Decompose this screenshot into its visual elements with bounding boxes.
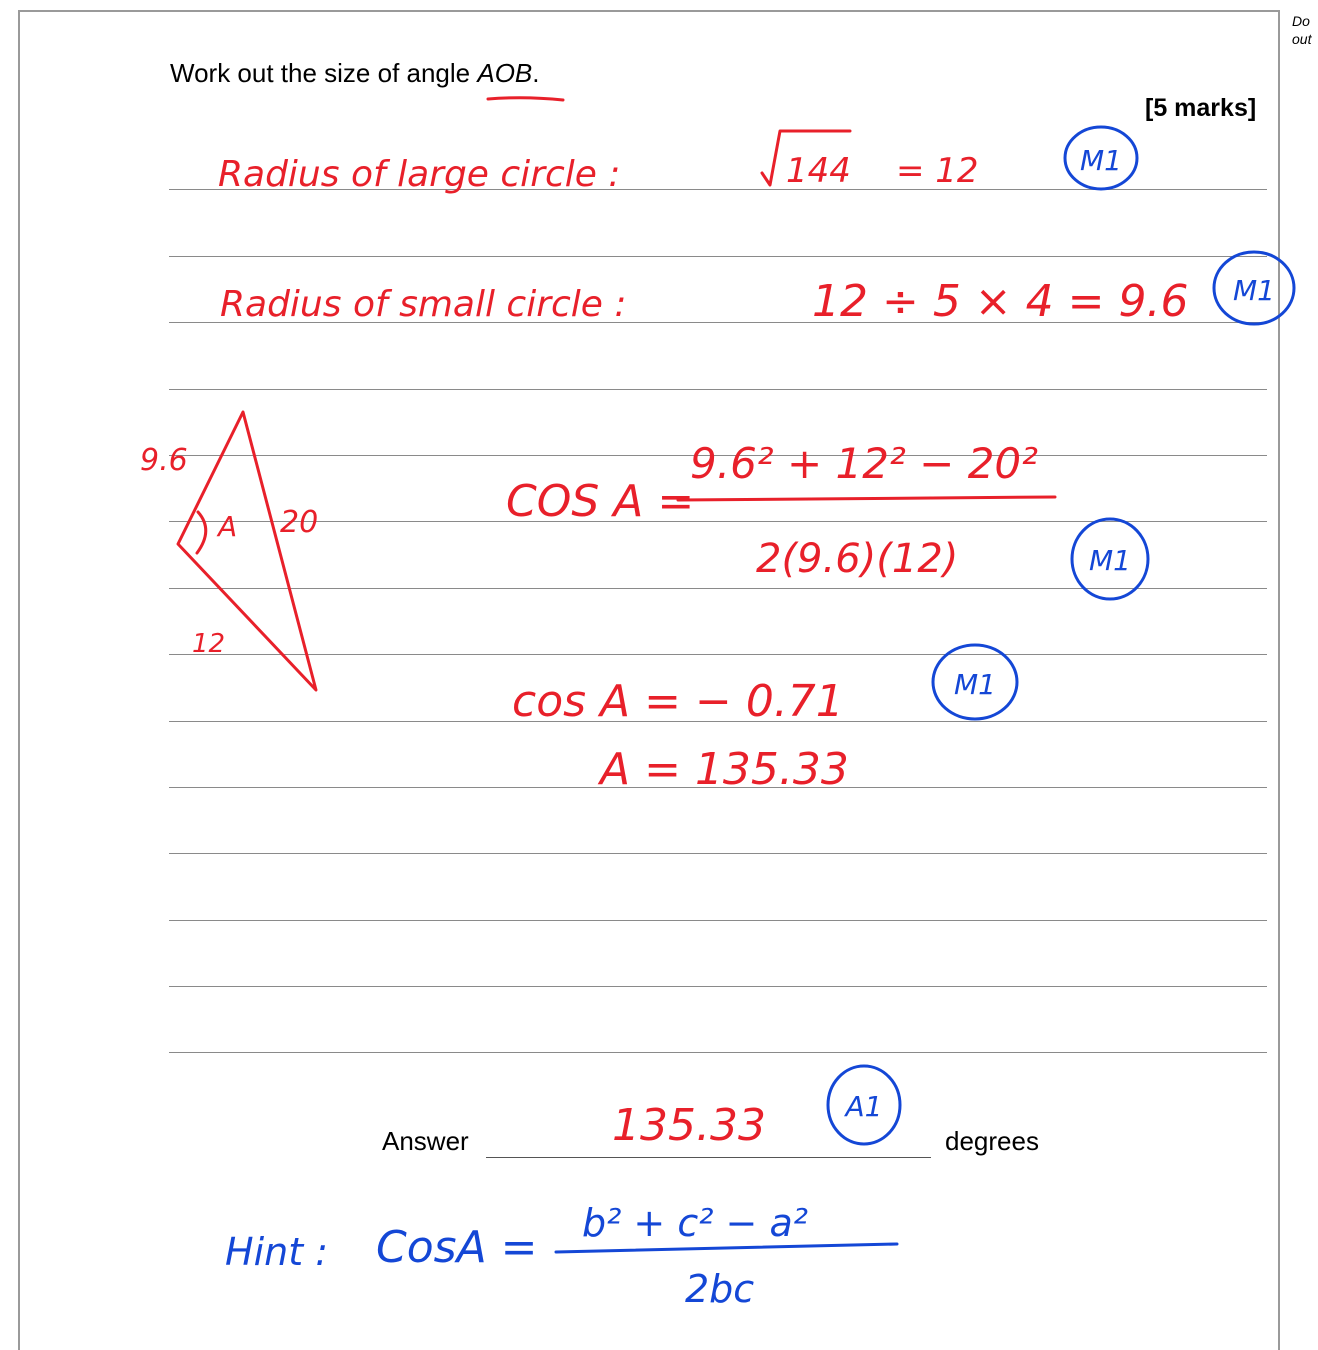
large-radius-label: Radius of large circle : <box>218 154 621 195</box>
hint-lhs: CosA = <box>376 1222 538 1273</box>
margin-note-line-2: out <box>1292 31 1312 47</box>
triangle-side-right: 20 <box>280 505 319 540</box>
large-radius-result: = 12 <box>896 151 979 191</box>
root-radicand: 144 <box>786 151 851 191</box>
hint-denominator: 2bc <box>685 1267 755 1311</box>
cos-lhs: COS A = <box>506 476 695 527</box>
hint-fraction-bar <box>556 1244 897 1252</box>
fraction-bar <box>678 497 1055 500</box>
method-mark-4: M1 <box>954 668 996 701</box>
cos-value: cos A = − 0.71 <box>512 676 844 727</box>
accuracy-mark: A1 <box>845 1090 883 1123</box>
answer-label: Answer <box>382 1126 469 1156</box>
cos-numerator: 9.6² + 12² − 20² <box>690 439 1038 488</box>
hint-numerator: b² + c² − a² <box>582 1201 808 1245</box>
angle-arc <box>197 512 206 553</box>
method-mark-2: M1 <box>1233 274 1275 307</box>
angle-value: A = 135.33 <box>600 744 849 795</box>
method-mark-3: M1 <box>1089 544 1131 577</box>
question-angle: AOB <box>477 58 533 88</box>
answer-unit: degrees <box>945 1126 1039 1156</box>
hint-label: Hint : <box>225 1230 328 1274</box>
margin-note-line-1: Do <box>1292 13 1310 29</box>
question-prefix: Work out the size of angle <box>170 58 478 88</box>
answer-value: 135.33 <box>612 1100 766 1151</box>
question-suffix: . <box>532 58 540 88</box>
method-mark-1: M1 <box>1080 144 1122 177</box>
cos-denominator: 2(9.6)(12) <box>756 536 959 582</box>
triangle-angle: A <box>218 510 238 543</box>
triangle-side-bottom: 12 <box>192 629 226 659</box>
small-radius-label: Radius of small circle : <box>220 284 627 325</box>
triangle-side-top: 9.6 <box>140 443 188 478</box>
underline-mark <box>488 98 563 100</box>
small-radius-calc: 12 ÷ 5 × 4 = 9.6 <box>812 276 1189 327</box>
marks-label: [5 marks] <box>1145 94 1257 122</box>
